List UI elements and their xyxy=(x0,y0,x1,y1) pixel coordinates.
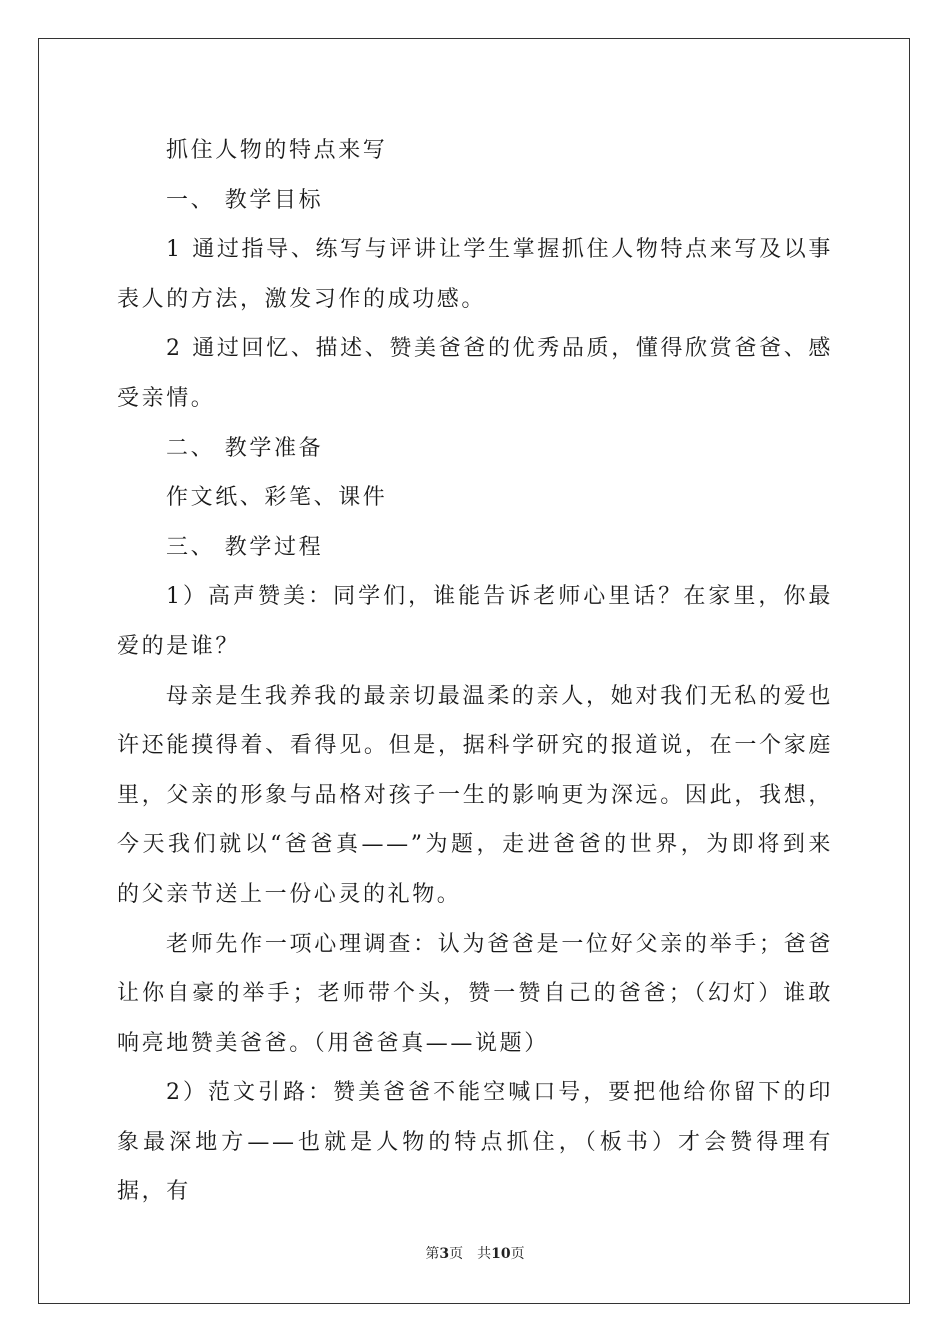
paragraph-step-2: 2）范文引路：赞美爸爸不能空喊口号，要把他给你留下的印象最深地方——也就是人物的特点抓住，（板书）才会赞得理有据，有 xyxy=(117,1080,833,1205)
footer-total-suffix: 页 xyxy=(510,1246,525,1262)
paragraph-mother: 母亲是生我养我的最亲切最温柔的亲人，她对我们无私的爱也许还能摸得着、看得见。但是，据科学研究的报道说，在一个家庭里，父亲的形象与品格对孩子一生的影响更为深远。因此，我想，今天我们就以“爸爸真——”为题，走进爸爸的世界，为即将到来的父亲节送上一份心灵的礼物。 xyxy=(117,683,833,907)
document-body xyxy=(117,126,833,1217)
paragraph-survey: 老师先作一项心理调查：认为爸爸是一位好父亲的举手；爸爸让你自豪的举手；老师带个头，赞一赞自己的爸爸；（幻灯）谁敢响亮地赞美爸爸。（用爸爸真——说题） xyxy=(117,931,833,1056)
paragraph-step-1: 1）高声赞美：同学们，谁能告诉老师心里话？在家里，你最爱的是谁？ xyxy=(117,584,833,659)
paragraph-objective-2: 2 通过回忆、描述、赞美爸爸的优秀品质，懂得欣赏爸爸、感受亲情。 xyxy=(117,336,833,411)
footer-page-prefix: 第 xyxy=(425,1246,440,1262)
footer-total-prefix: 共 xyxy=(477,1246,492,1262)
paragraph-title: 抓住人物的特点来写 xyxy=(166,138,388,163)
paragraph-heading-objectives: 一、 教学目标 xyxy=(166,187,324,213)
paragraph-heading-preparation: 二、 教学准备 xyxy=(166,435,324,461)
footer-page-suffix: 页 xyxy=(449,1246,464,1262)
paragraph-materials: 作文纸、彩笔、课件 xyxy=(166,485,388,511)
footer-total-number: 10 xyxy=(491,1246,511,1262)
paragraph-objective-1: 1 通过指导、练写与评讲让学生掌握抓住人物特点来写及以事表人的方法，激发习作的成功感。 xyxy=(117,237,833,312)
paragraph-heading-process: 三、 教学过程 xyxy=(166,534,324,560)
footer-page-number: 3 xyxy=(439,1246,450,1262)
page-footer xyxy=(0,1244,950,1264)
